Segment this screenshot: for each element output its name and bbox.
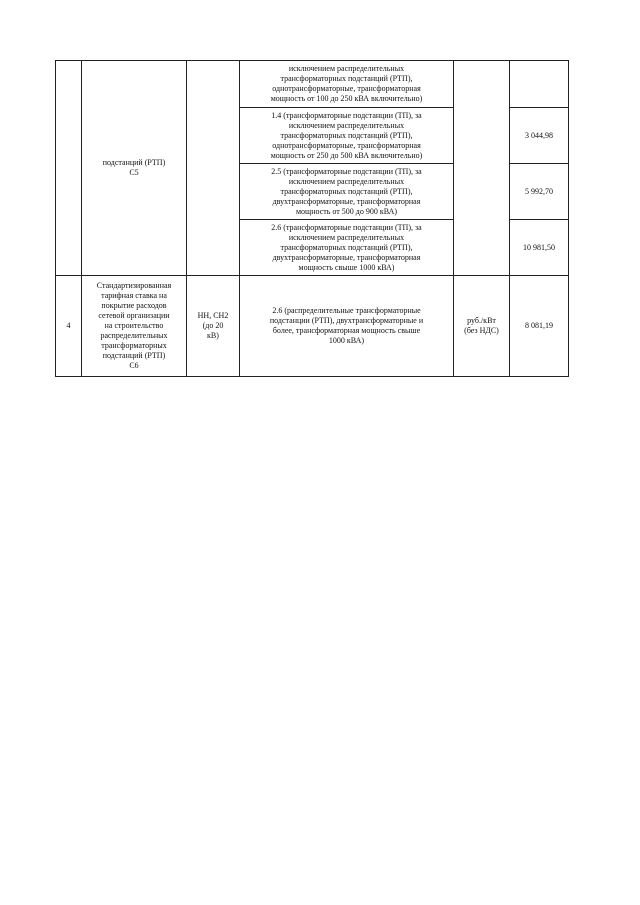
- description-line: исключением распределительных: [288, 232, 405, 242]
- description-line: однотрансформаторные, трансформаторная: [272, 84, 421, 93]
- rate-value-cell: 10 981,50: [510, 220, 569, 276]
- table-row: [56, 276, 569, 377]
- description-cell: [240, 164, 454, 220]
- description-line: двухтрансформаторные, трансформаторная: [272, 252, 421, 262]
- voltage-cell: [187, 276, 240, 377]
- voltage-line: НН, СН2: [197, 311, 229, 320]
- description-line: исключением распределительных: [288, 64, 405, 73]
- description-line: исключением распределительных: [288, 120, 405, 130]
- description-line: 2.6 (трансформаторные подстанции (ТП), за: [271, 222, 422, 232]
- description-line: 1000 кВА): [328, 336, 365, 345]
- description-line: исключением распределительных: [288, 176, 405, 186]
- voltage-cell: [187, 61, 240, 276]
- rate-name-line: трансформаторных: [101, 341, 167, 350]
- rate-name-cell: [82, 276, 187, 377]
- unit-line: руб./кВт: [467, 316, 496, 325]
- unit-cell: [454, 61, 510, 276]
- rate-value-cell: [510, 61, 569, 108]
- rate-name-line: С5: [129, 168, 139, 177]
- description-line: мощность от 250 до 500 кВА включительно): [270, 150, 423, 160]
- voltage-line: кВ): [207, 331, 219, 340]
- rate-name-line: распределительных: [100, 331, 168, 340]
- rate-name-line: Стандартизированная: [96, 281, 172, 290]
- rate-name-cell: [82, 61, 187, 276]
- description-line: более, трансформаторная мощность свыше: [272, 326, 421, 335]
- description-cell: [240, 108, 454, 164]
- rate-name-line: подстанций (РТП): [102, 158, 166, 167]
- description-line: мощность от 100 до 250 кВА включительно): [270, 94, 423, 103]
- description-cell: [240, 220, 454, 276]
- rate-name-line: С6: [129, 361, 139, 370]
- rate-name-line: тарифная ставка на: [101, 291, 167, 300]
- description-line: трансформаторных подстанций (РТП),: [280, 186, 413, 196]
- description-cell: [240, 276, 454, 377]
- rate-value-cell: 3 044,98: [510, 108, 569, 164]
- description-line: мощность от 500 до 900 кВА): [295, 206, 398, 216]
- description-line: 2.5 (трансформаторные подстанции (ТП), за: [271, 166, 422, 176]
- description-line: мощность свыше 1000 кВА): [298, 262, 395, 272]
- table-row: [56, 61, 569, 108]
- description-cell: [240, 61, 454, 108]
- row-number-cell: 4: [56, 276, 82, 377]
- rate-name-line: сетевой организации: [98, 311, 170, 320]
- description-line: трансформаторных подстанций (РТП),: [280, 74, 413, 83]
- description-line: трансформаторных подстанций (РТП),: [280, 242, 413, 252]
- description-line: двухтрансформаторные, трансформаторная: [272, 196, 421, 206]
- rate-name-line: подстанций (РТП): [102, 351, 166, 360]
- voltage-line: (до 20: [202, 321, 224, 330]
- description-line: 2.6 (распределительные трансформаторные: [272, 306, 421, 315]
- description-line: однотрансформаторные, трансформаторная: [272, 140, 421, 150]
- rate-value-cell: 5 992,70: [510, 164, 569, 220]
- description-line: подстанции (РТП), двухтрансформаторные и: [269, 316, 424, 325]
- unit-line: (без НДС): [464, 326, 499, 335]
- rate-value-cell: 8 081,19: [510, 276, 569, 377]
- rate-name-line: на строительство: [104, 321, 164, 330]
- row-number-cell: [56, 61, 82, 276]
- description-line: 1.4 (трансформаторные подстанции (ТП), за: [271, 110, 422, 120]
- unit-cell: [454, 276, 510, 377]
- rate-name-line: покрытие расходов: [101, 301, 167, 310]
- tariff-table: [55, 60, 569, 377]
- description-line: трансформаторных подстанций (РТП),: [280, 130, 413, 140]
